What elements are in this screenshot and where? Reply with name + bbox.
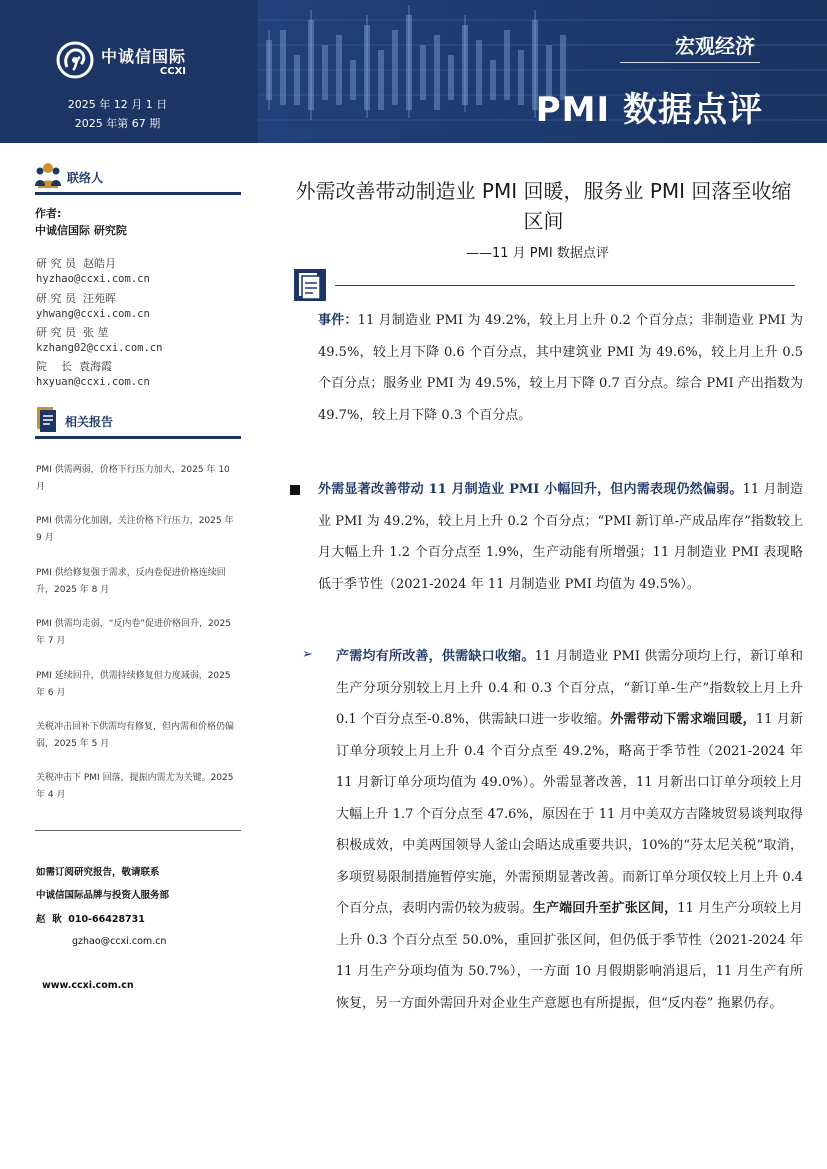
production-text: 11 月生产分项较上月上升 0.3 个百分点至 50.0%，重回扩张区间，但仍低于季节性（2021-2024 年 11 月生产分项均值为 50.7%），一方面 10 月假期影响消退后，11 月生产有所恢复，另一方面外需回升对企业生产意愿也有所提振，但“反内卷” 拖累仍存。 bbox=[336, 901, 803, 1011]
analyst-name: 院 长 袁海霞 bbox=[36, 360, 112, 373]
analyst-name: 研 究 员 汪苑晖 bbox=[36, 292, 116, 305]
related-reports-heading bbox=[35, 400, 113, 434]
related-report-link[interactable]: PMI 延续回升，供需持续修复但力度减弱，2025 年 6 月 bbox=[36, 671, 231, 698]
contacts-divider bbox=[35, 192, 241, 195]
related-report-link[interactable]: PMI 供给修复强于需求，反内卷促进价格连续回升，2025 年 8 月 bbox=[36, 568, 226, 595]
article-subtitle: ——11 月 PMI 数据点评 bbox=[466, 246, 609, 261]
event-label: 事件： bbox=[318, 313, 358, 328]
related-reports-label: 相关报告 bbox=[65, 415, 114, 429]
author-label: 作者: bbox=[35, 207, 62, 220]
analyst-email[interactable]: yhwang@ccxi.com.cn bbox=[36, 308, 150, 320]
section-manufacturing bbox=[318, 474, 803, 600]
event-paragraph bbox=[318, 305, 803, 431]
website-link[interactable]: www.ccxi.com.cn bbox=[42, 980, 134, 991]
analyst-email[interactable]: kzhang02@ccxi.com.cn bbox=[36, 342, 163, 354]
related-report-link[interactable]: PMI 供需分化加剧，关注价格下行压力，2025 年 9 月 bbox=[36, 516, 234, 543]
event-text: 11 月制造业 PMI 为 49.2%，较上月上升 0.2 个百分点；非制造业 PMI 为 49.5%，较上月下降 0.6 个百分点，其中建筑业 PMI 为 49.6%，较上月上升 0.5 个百分点；服务业 PMI 为 49.5%，较上月下降 0.7 百分点。综合 PMI 产出指数为 49.7%，较上月下降 0.3 个百分点。 bbox=[318, 313, 803, 423]
category-underline bbox=[620, 62, 760, 63]
section-supply-demand bbox=[336, 641, 803, 1019]
report-header bbox=[0, 0, 827, 143]
contacts-label: 联络人 bbox=[67, 171, 104, 185]
logo-chinese-name: 中诚信国际 bbox=[101, 46, 187, 66]
logo-english-name: CCXI bbox=[159, 65, 187, 77]
analyst-name: 研 究 员 张 堃 bbox=[36, 326, 109, 339]
analyst-email[interactable]: hxyuan@ccxi.com.cn bbox=[36, 376, 150, 388]
author-organization: 中诚信国际 研究院 bbox=[35, 224, 127, 237]
people-icon bbox=[35, 160, 61, 190]
article-title-line2: 区间 bbox=[523, 209, 564, 233]
related-report-link[interactable]: PMI 供需两弱，价格下行压力加大，2025 年 10 月 bbox=[36, 465, 230, 492]
report-issue: 2025 年第 67 期 bbox=[74, 117, 161, 130]
analyst-name: 研 究 员 赵皓月 bbox=[36, 257, 116, 270]
related-report-link[interactable]: 关税冲击回补下供需均有修复，但内需和价格仍偏弱，2025 年 5 月 bbox=[36, 722, 235, 749]
sidebar-divider bbox=[35, 830, 241, 831]
section-text: 11 月制造业 PMI 供需分项均上行，新订单和生产分项分别较上月上升 0.4 和 0.3 个百分点，“新订单-生产”指数较上月上升 0.1 个百分点至-0.8%，供需缺口进一步收缩。 bbox=[336, 649, 803, 727]
contact-phone: 赵 耿 010-66428731 bbox=[36, 914, 145, 925]
report-date: 2025 年 12 月 1 日 bbox=[67, 98, 168, 111]
square-bullet-icon bbox=[290, 485, 300, 495]
section-heading: 外需显著改善带动 11 月制造业 PMI 小幅回升，但内需表现仍然偏弱。 bbox=[318, 482, 743, 497]
title-divider bbox=[335, 285, 795, 286]
section-text: 11 月制造业 PMI 为 49.2%，较上月上升 0.2 个百分点；“PMI 新订单-产成品库存”指数较上月大幅上升 1.2 个百分点至 1.9%，生产动能有所增强；11 月制造业 PMI 表现略低于季节性（2021-2024 年 11 月制造业 PMI 均值为 49.5%）。 bbox=[318, 482, 803, 592]
related-reports-divider bbox=[35, 436, 241, 439]
arrow-bullet-icon: ➢ bbox=[302, 647, 313, 662]
related-report-link[interactable]: 关税冲击下 PMI 回落，提振内需尤为关键。2025 年 4 月 bbox=[36, 773, 234, 800]
ccxi-logo bbox=[55, 40, 186, 80]
document-stack-icon bbox=[35, 404, 59, 434]
related-report-link[interactable]: PMI 供需均走弱，“反内卷”促进价格回升，2025 年 7 月 bbox=[36, 619, 231, 646]
contacts-heading bbox=[35, 156, 103, 190]
report-series-title: PMI 数据点评 bbox=[535, 90, 763, 130]
article-title bbox=[260, 176, 827, 236]
article-title-line1: 外需改善带动制造业 PMI 回暖，服务业 PMI 回落至收缩 bbox=[295, 179, 792, 203]
document-icon bbox=[294, 269, 326, 301]
report-category: 宏观经济 bbox=[675, 34, 755, 58]
production-highlight: 生产端回升至扩张区间， bbox=[532, 901, 678, 916]
contact-email[interactable]: gzhao@ccxi.com.cn bbox=[72, 936, 167, 947]
analyst-email[interactable]: hyzhao@ccxi.com.cn bbox=[36, 273, 150, 285]
section-heading: 产需均有所改善，供需缺口收缩。 bbox=[336, 649, 535, 664]
ccxi-logo-mark-icon bbox=[55, 40, 95, 80]
subscribe-note: 如需订阅研究报告，敬请联系 bbox=[36, 867, 160, 878]
service-department: 中诚信国际品牌与投资人服务部 bbox=[36, 890, 170, 901]
demand-text: 11 月新订单分项较上月上升 0.4 个百分点至 49.2%，略高于季节性（2021-2024 年 11 月新订单分项均值为 49.0%）。外需显著改善，11 月新出口订单分项较上月大幅上升 1.7 个百分点至 47.6%，原因在于 11 月中美双方吉隆坡贸易谈判取得积极成效，中美两国领导人釜山会晤达成重要共识，10%的“芬太尼关税”取消，多项贸易限制措施暂停实施，外需预期显著改善。而新订单分项仅较上月上升 0.4 个百分点，表明内需仍较为疲弱。 bbox=[336, 712, 803, 916]
demand-highlight: 外需带动下需求端回暖， bbox=[610, 712, 756, 727]
